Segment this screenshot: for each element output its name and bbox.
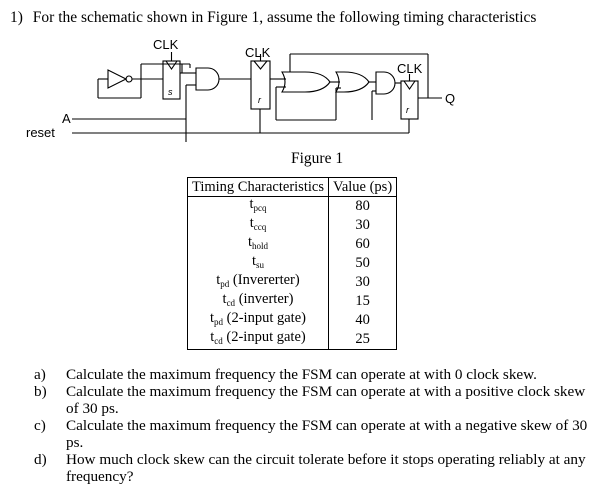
schematic-figure: [0, 30, 603, 150]
table-row: [188, 235, 397, 254]
part-label: c): [34, 417, 46, 434]
sym-t: t: [216, 272, 221, 288]
ff2-reset-pin-label: r: [258, 95, 261, 105]
sym-subscript: pd: [214, 317, 224, 327]
sym-subscript: pd: [220, 279, 230, 289]
row-value: 30: [328, 216, 396, 235]
output-q-label: Q: [445, 91, 456, 106]
sym-t: t: [210, 329, 215, 345]
table-row: [188, 197, 397, 217]
question-parts: [34, 366, 590, 485]
sym-t: t: [249, 215, 254, 231]
table-row: [188, 273, 397, 292]
list-item: [34, 417, 590, 451]
and-gate-2: [282, 72, 330, 92]
clk-label-3: CLK: [397, 61, 423, 76]
row-suffix: (2-input gate): [222, 329, 306, 345]
row-suffix: (inverter): [235, 291, 294, 307]
row-value: 40: [328, 311, 396, 330]
clk-label-1: CLK: [153, 37, 179, 52]
inverter-gate: [108, 70, 163, 88]
sym-subscript: ccq: [253, 222, 267, 232]
part-text: How much clock skew can the circuit tolerate before it stops operating reliably at any frequency?: [66, 451, 586, 485]
sym-subscript: pcq: [253, 203, 267, 213]
table-row: [188, 254, 397, 273]
table-header-row: [188, 178, 397, 197]
table-row: [188, 216, 397, 235]
list-item: [34, 383, 590, 417]
list-item: [34, 366, 590, 383]
part-label: b): [34, 383, 47, 400]
part-text: Calculate the maximum frequency the FSM can operate at with a positive clock skew of 30 ps.: [66, 383, 586, 417]
question-heading: [10, 9, 536, 27]
sym-t: t: [251, 253, 256, 269]
part-label: d): [34, 451, 47, 468]
and-gate-4: [376, 72, 395, 94]
row-suffix: (Invererter): [229, 272, 300, 288]
table-row: [188, 330, 397, 350]
table-row: [188, 311, 397, 330]
question-prompt: For the schematic shown in Figure 1, assume the following timing characteristics: [32, 9, 537, 26]
row-value: 25: [328, 330, 396, 350]
ff1-set-pin-label: s: [168, 87, 173, 97]
part-label: a): [34, 366, 46, 383]
header-characteristic: Timing Characteristics: [188, 178, 329, 197]
sym-subscript: cd: [214, 336, 223, 346]
and-gate-3: [336, 72, 369, 92]
sym-t: t: [209, 310, 215, 326]
clk-label-2: CLK: [245, 45, 271, 60]
row-suffix: (2-input gate): [223, 310, 306, 326]
input-a-label: A: [62, 111, 71, 126]
part-text: Calculate the maximum frequency the FSM can operate at with 0 clock skew.: [66, 366, 537, 383]
flip-flop-1: [163, 52, 180, 99]
sym-t: t: [222, 291, 227, 307]
header-value: Value (ps): [328, 178, 396, 197]
sym-t: t: [247, 234, 252, 250]
row-value: 60: [328, 235, 396, 254]
figure-caption: Figure 1: [291, 150, 344, 167]
part-text: Calculate the maximum frequency the FSM can operate at with a negative skew of 30 ps.: [66, 417, 588, 451]
flip-flop-2: [251, 54, 270, 109]
timing-table: [187, 177, 397, 350]
sym-t: t: [249, 196, 254, 212]
ff3-reset-pin-label: r: [406, 105, 409, 115]
list-item: [34, 451, 590, 485]
sym-subscript: su: [255, 260, 264, 270]
flip-flop-3: [401, 74, 418, 119]
question-number: 1): [10, 9, 23, 26]
row-value: 80: [328, 197, 396, 217]
input-reset-label: reset: [26, 125, 55, 140]
row-value: 30: [328, 273, 396, 292]
row-value: 15: [328, 292, 396, 311]
sym-subscript: cd: [226, 298, 236, 308]
row-value: 50: [328, 254, 396, 273]
and-gate-1: [196, 68, 219, 90]
sym-subscript: hold: [251, 241, 268, 251]
table-row: [188, 292, 397, 311]
